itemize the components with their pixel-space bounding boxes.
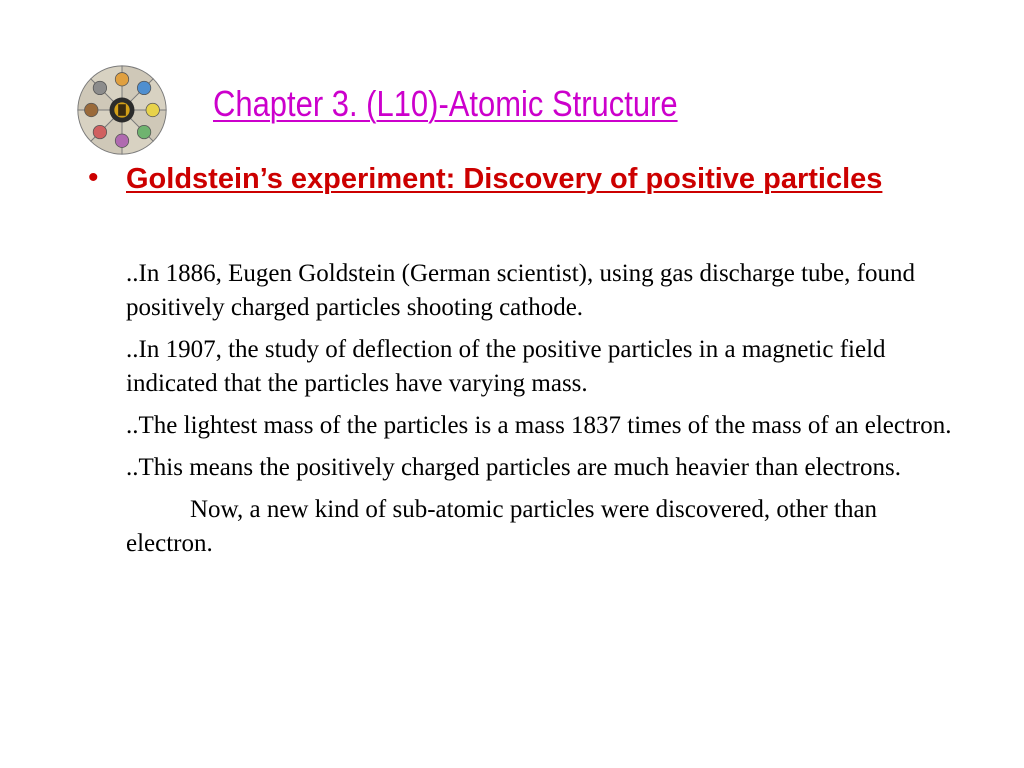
paragraph-lightest-mass: ..The lightest mass of the particles is a mass 1837 times of the mass of an electron. [126,412,952,439]
slide-body-text [126,257,956,569]
bullet-marker: • [88,161,99,194]
conclusion-text: Now, a new kind of sub-atomic particles were discovered, other than electron. [126,496,878,557]
chemistry-wheel-logo-icon [74,62,170,158]
section-heading: Goldstein’s experiment: Discovery of positive particles [126,163,883,195]
slide-title: Chapter 3. (L10)-Atomic Structure [213,83,678,124]
paragraph-heavier: ..This means the positively charged particles are much heavier than electrons. [126,454,901,481]
paragraph-1907: ..In 1907, the study of deflection of the positive particles in a magnetic field indicated that the particles have varying mass. [126,336,886,397]
paragraph-conclusion [126,493,956,561]
paragraph-1886: ..In 1886, Eugen Goldstein (German scientist), using gas discharge tube, found positively charged particles shooting cathode. [126,260,915,321]
